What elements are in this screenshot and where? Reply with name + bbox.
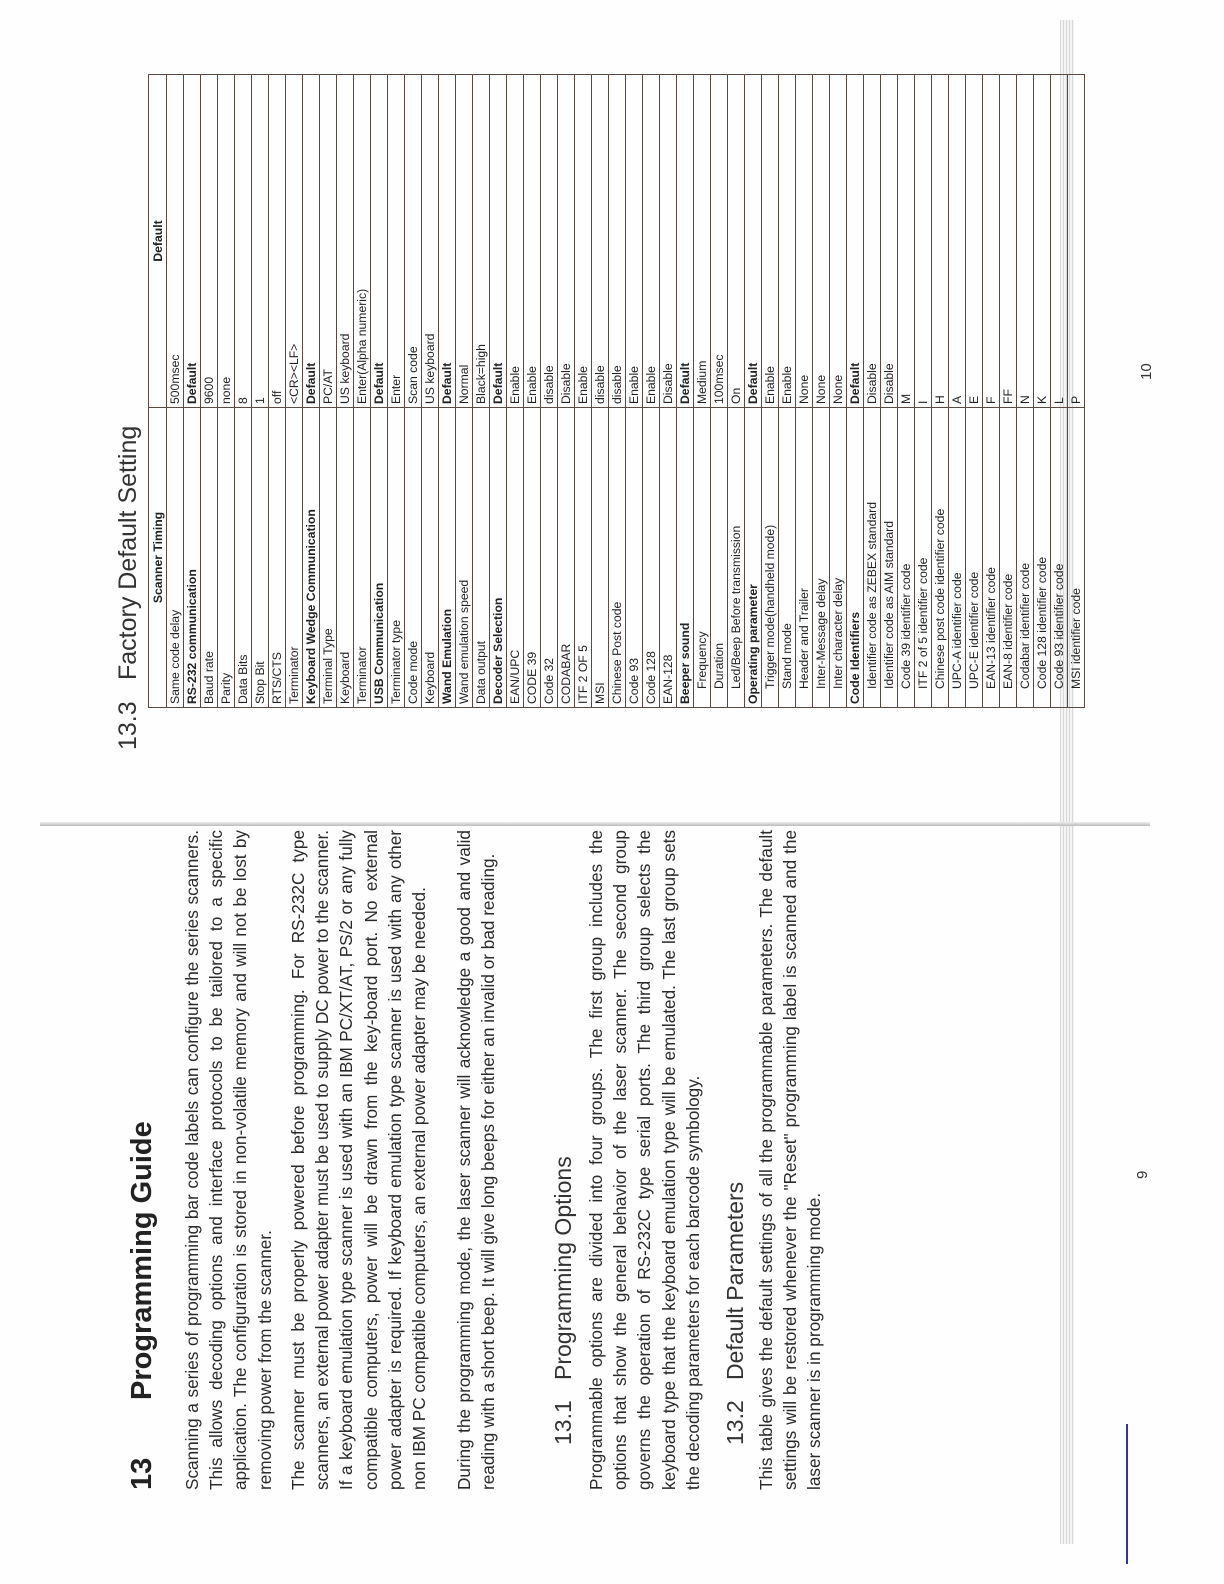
parameter-cell: MSI identifier code — [1068, 408, 1085, 708]
parameter-cell: EAN-13 identifier code — [983, 408, 1000, 708]
default-value-cell: US keyboard — [337, 75, 354, 408]
table-row — [1051, 75, 1068, 708]
parameter-cell: CODABAR — [558, 408, 575, 708]
parameter-cell: Beeper sound — [677, 408, 694, 708]
parameter-cell: EAN-128 — [660, 408, 677, 708]
default-value-cell: Enter(Alpha numeric) — [354, 75, 371, 408]
default-value-cell: Disable — [864, 75, 881, 408]
table-row — [1000, 75, 1017, 708]
table-row — [286, 75, 303, 708]
parameter-cell: Trigger mode(handheld mode) — [762, 408, 779, 708]
parameter-cell: Codabar identifier code — [1017, 408, 1034, 708]
table-header-row — [149, 75, 167, 708]
default-value-cell: N — [1017, 75, 1034, 408]
table-row — [983, 75, 1000, 708]
parameter-cell: Decoder Selection — [490, 408, 507, 708]
intro-paragraph: Scanning a series of programming bar code labels can configure the series scanners. This allows decoding options and interface protocols to be tailored to a specific application. The configuration is stored in non-volatile memory and will not be lost by removing power from the scanner. — [182, 830, 275, 1490]
table-row — [388, 75, 405, 708]
page-number-right: 10 — [1138, 363, 1155, 380]
table-row — [269, 75, 286, 708]
parameter-cell: Code 32 — [541, 408, 558, 708]
default-value-cell: P — [1068, 75, 1085, 408]
default-value-cell: Default — [371, 75, 388, 408]
table-row — [847, 75, 864, 708]
parameter-cell: Terminator — [286, 408, 303, 708]
table-row — [779, 75, 796, 708]
header-parameter: Scanner Timing — [149, 408, 167, 708]
table-row — [201, 75, 218, 708]
parameter-cell: RS-232 communication — [184, 408, 201, 708]
section-13-3-number: 13.3 — [114, 701, 142, 750]
table-row — [473, 75, 490, 708]
parameter-cell: Keyboard — [422, 408, 439, 708]
parameter-cell: ITF 2 OF 5 — [575, 408, 592, 708]
default-value-cell: disable — [592, 75, 609, 408]
table-row — [728, 75, 745, 708]
parameter-cell: EAN-8 identifier code — [1000, 408, 1017, 708]
section-13-2-number: 13.2 — [722, 1400, 748, 1445]
default-value-cell: Disable — [881, 75, 898, 408]
default-value-cell: Enable — [626, 75, 643, 408]
parameter-cell: Led/Beep Before transmission — [728, 408, 745, 708]
parameter-cell: Code 128 — [643, 408, 660, 708]
default-value-cell: Default — [303, 75, 320, 408]
parameter-cell: Identifier code as AIM standard — [881, 408, 898, 708]
power-paragraph: The scanner must be properly powered before programming. For RS-232C type scanners, an external power adapter must be used to supply DC power to the scanner. If a keyboard emulation type scanner is used with an IBM PC/XT/AT, PS/2 or any fully compatible computers, power will be drawn from the key-board port. No external power adapter is required. If keyboard emulation type scanner is used with any other non IBM PC compatible computers, an external power adapter may be needed. — [288, 830, 430, 1490]
table-row — [813, 75, 830, 708]
section-13-1-number: 13.1 — [550, 1400, 576, 1445]
default-value-cell: 500msec — [167, 75, 184, 408]
table-row — [694, 75, 711, 708]
parameter-cell: Terminal Type — [320, 408, 337, 708]
parameter-cell: Duration — [711, 408, 728, 708]
parameter-cell: Stand mode — [779, 408, 796, 708]
parameter-cell: RTS/CTS — [269, 408, 286, 708]
default-value-cell: Disable — [660, 75, 677, 408]
default-value-cell: Default — [439, 75, 456, 408]
parameter-cell: Code Identifiers — [847, 408, 864, 708]
table-row — [405, 75, 422, 708]
default-value-cell: US keyboard — [422, 75, 439, 408]
table-row — [371, 75, 388, 708]
parameter-cell: Chinese post code identifier code — [932, 408, 949, 708]
parameter-cell: Code 93 — [626, 408, 643, 708]
table-row — [184, 75, 201, 708]
default-value-cell: Default — [490, 75, 507, 408]
default-value-cell: Medium — [694, 75, 711, 408]
section-13-3-title: Factory Default Setting — [114, 425, 142, 680]
default-value-cell: On — [728, 75, 745, 408]
beep-paragraph: During the programming mode, the laser scanner will acknowledge a good and valid reading with a short beep. It will give long beeps for either an invalid or bad reading. — [454, 830, 499, 1490]
table-row — [643, 75, 660, 708]
table-row — [354, 75, 371, 708]
parameter-cell: CODE 39 — [524, 408, 541, 708]
table-row — [575, 75, 592, 708]
parameter-cell: USB Communication — [371, 408, 388, 708]
default-value-cell: L — [1051, 75, 1068, 408]
parameter-cell: Operating parameter — [745, 408, 762, 708]
table-row — [609, 75, 626, 708]
parameter-cell: ITF 2 of 5 identifier code — [915, 408, 932, 708]
programming-options-paragraph: Programmable options are divided into four groups. The first group includes the options that show the general behavior of the laser scanner. The second group governs the operation of RS-232C type serial ports. The third group selects the keyboard type that the keyboard emulation type will be emulated. The last group sets the decoding parameters for each barcode symbology. — [586, 830, 703, 1490]
table-row — [745, 75, 762, 708]
table-row — [303, 75, 320, 708]
default-value-cell: K — [1034, 75, 1051, 408]
table-row — [660, 75, 677, 708]
section-13-2-title: Default Parameters — [722, 1181, 748, 1380]
default-value-cell: Default — [677, 75, 694, 408]
table-row — [762, 75, 779, 708]
table-row — [932, 75, 949, 708]
parameter-cell: Terminator — [354, 408, 371, 708]
table-row — [320, 75, 337, 708]
table-row — [1068, 75, 1085, 708]
table-row — [456, 75, 473, 708]
table-row — [507, 75, 524, 708]
table-row — [235, 75, 252, 708]
table-row — [830, 75, 847, 708]
parameter-cell: Wand emulation speed — [456, 408, 473, 708]
factory-default-table — [148, 74, 1085, 708]
parameter-cell: MSI — [592, 408, 609, 708]
page-number-left: 9 — [1134, 1170, 1151, 1179]
table-row — [592, 75, 609, 708]
table-row — [626, 75, 643, 708]
default-value-cell: E — [966, 75, 983, 408]
section-13-1-title: Programming Options — [550, 1156, 576, 1380]
parameter-cell: Code 39 identifier code — [898, 408, 915, 708]
default-parameters-paragraph: This table gives the default settings of all the programmable parameters. The default settings will be restored whenever the "Reset" programming label is scanned and the laser scanner is in programming mode. — [756, 830, 825, 1490]
parameter-cell: Inter-Message delay — [813, 408, 830, 708]
table-row — [898, 75, 915, 708]
default-value-cell: 100msec — [711, 75, 728, 408]
parameter-cell: Header and Trailer — [796, 408, 813, 708]
blue-edge-line — [1126, 1424, 1128, 1564]
parameter-cell: Stop Bit — [252, 408, 269, 708]
default-value-cell: PC/AT — [320, 75, 337, 408]
default-value-cell: Default — [184, 75, 201, 408]
default-value-cell: Disable — [558, 75, 575, 408]
table-row — [439, 75, 456, 708]
parameter-cell: Code mode — [405, 408, 422, 708]
parameter-cell: Identifier code as ZEBEX standard — [864, 408, 881, 708]
default-value-cell: 8 — [235, 75, 252, 408]
table-row — [915, 75, 932, 708]
parameter-cell: Chinese Post code — [609, 408, 626, 708]
table-row — [864, 75, 881, 708]
parameter-cell: Keyboard Wedge Communication — [303, 408, 320, 708]
default-value-cell: Enable — [779, 75, 796, 408]
table-row — [711, 75, 728, 708]
table-row — [558, 75, 575, 708]
default-value-cell: <CR><LF> — [286, 75, 303, 408]
table-row — [167, 75, 184, 708]
parameter-cell: Code 128 identifier code — [1034, 408, 1051, 708]
default-value-cell: disable — [609, 75, 626, 408]
header-default: Default — [149, 75, 167, 408]
parameter-cell: Code 93 identifier code — [1051, 408, 1068, 708]
default-value-cell: Default — [847, 75, 864, 408]
default-value-cell: disable — [541, 75, 558, 408]
table-row — [881, 75, 898, 708]
default-value-cell: None — [813, 75, 830, 408]
parameter-cell: Terminator type — [388, 408, 405, 708]
default-value-cell: None — [830, 75, 847, 408]
default-value-cell: M — [898, 75, 915, 408]
default-value-cell: Normal — [456, 75, 473, 408]
default-value-cell: Enable — [643, 75, 660, 408]
chapter-number: 13 — [126, 1457, 158, 1490]
table-row — [949, 75, 966, 708]
table-row — [966, 75, 983, 708]
default-value-cell: Enable — [575, 75, 592, 408]
page-gutter — [40, 822, 1150, 826]
table-row — [796, 75, 813, 708]
parameter-cell: UPC-A identifier code — [949, 408, 966, 708]
table-row — [490, 75, 507, 708]
parameter-cell: Data Bits — [235, 408, 252, 708]
default-value-cell: None — [796, 75, 813, 408]
default-value-cell: Scan code — [405, 75, 422, 408]
table-row — [252, 75, 269, 708]
default-value-cell: Enable — [507, 75, 524, 408]
parameter-cell: Inter character delay — [830, 408, 847, 708]
default-value-cell: I — [915, 75, 932, 408]
table-row — [422, 75, 439, 708]
default-value-cell: Default — [745, 75, 762, 408]
parameter-cell: EAN/UPC — [507, 408, 524, 708]
parameter-cell: Keyboard — [337, 408, 354, 708]
chapter-title: Programming Guide — [126, 1121, 158, 1400]
table-row — [524, 75, 541, 708]
default-value-cell: Enable — [762, 75, 779, 408]
parameter-cell: UPC-E identifier code — [966, 408, 983, 708]
table-row — [1034, 75, 1051, 708]
parameter-cell: Same code delay — [167, 408, 184, 708]
table-row — [1017, 75, 1034, 708]
parameter-cell: Frequency — [694, 408, 711, 708]
default-value-cell: Enable — [524, 75, 541, 408]
default-value-cell: A — [949, 75, 966, 408]
default-value-cell: Black=high — [473, 75, 490, 408]
default-value-cell: Enter — [388, 75, 405, 408]
parameter-cell: Data output — [473, 408, 490, 708]
default-value-cell: 1 — [252, 75, 269, 408]
default-value-cell: F — [983, 75, 1000, 408]
default-value-cell: off — [269, 75, 286, 408]
table-row — [541, 75, 558, 708]
default-value-cell: FF — [1000, 75, 1017, 408]
default-value-cell: 9600 — [201, 75, 218, 408]
table-row — [337, 75, 354, 708]
table-row — [218, 75, 235, 708]
default-value-cell: none — [218, 75, 235, 408]
parameter-cell: Parity — [218, 408, 235, 708]
table-row — [677, 75, 694, 708]
default-value-cell: H — [932, 75, 949, 408]
parameter-cell: Wand Emulation — [439, 408, 456, 708]
parameter-cell: Baud rate — [201, 408, 218, 708]
